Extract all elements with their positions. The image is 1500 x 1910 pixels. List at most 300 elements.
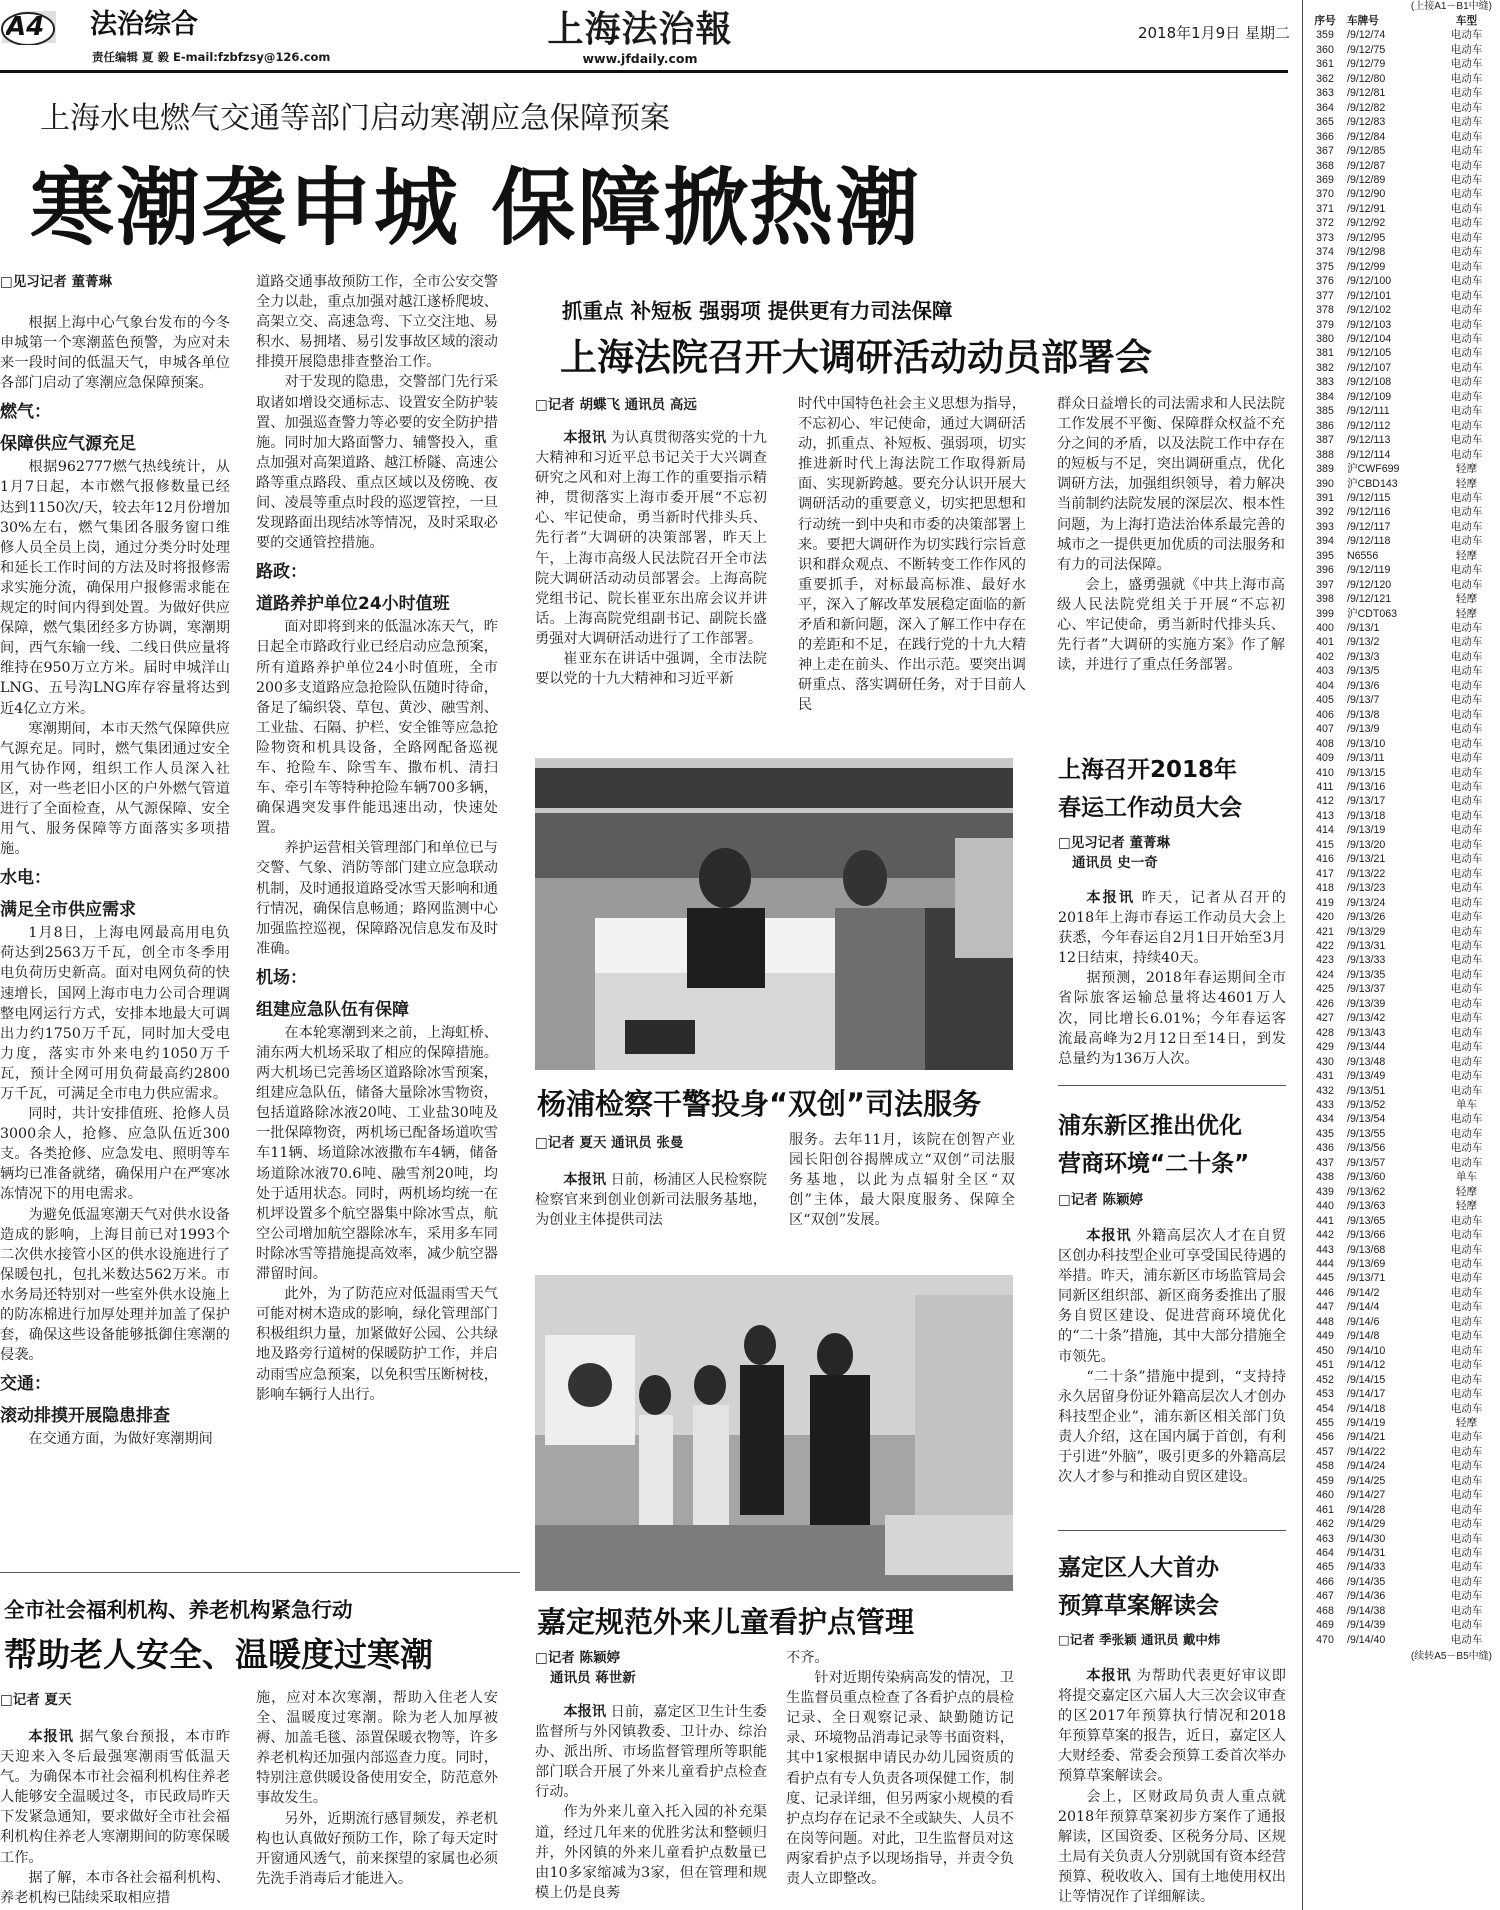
yangpu-column-2 (789, 1130, 1015, 1270)
roster-cell-index: 380 (1316, 332, 1334, 345)
roster-cell-plate: /9/13/31 (1347, 940, 1386, 952)
roster-cell-type: 电动车 (1450, 896, 1483, 909)
roster-cell-index: 361 (1316, 58, 1334, 71)
table-row (1303, 823, 1500, 837)
subheading: 组建应急队伍有保障 (256, 999, 409, 1020)
subheading: 滚动排摸开展隐患排查 (0, 1406, 170, 1427)
roster-cell-plate: /9/12/91 (1347, 202, 1386, 215)
roster-cell-index: 405 (1316, 694, 1334, 707)
roster-header-index: 序号 (1314, 15, 1336, 27)
table-row (1303, 1416, 1500, 1430)
roster-cell-index: 414 (1316, 824, 1334, 837)
paragraph: 会上，区财政局负责人重点就2018年预算草案初步方案作了通报解读，区国资委、区税务分局、区规土局有关负责人分别就国有资本经营预算、税收收入、国有土地使用权出让等情况作了详细解读。 (1058, 1788, 1286, 1906)
roster-cell-index: 452 (1316, 1373, 1334, 1386)
roster-cell-plate: /9/13/65 (1347, 1214, 1386, 1227)
roster-cell-type: 电动车 (1450, 636, 1483, 649)
roster-cell-index: 428 (1316, 1026, 1334, 1039)
table-row (1303, 852, 1500, 866)
table-row (1303, 1517, 1500, 1531)
table-row (1303, 766, 1500, 780)
roster-cell-plate: /9/13/48 (1347, 1055, 1386, 1068)
roster-cell-type: 电动车 (1450, 304, 1483, 317)
roster-cell-index: 455 (1316, 1416, 1334, 1429)
roster-cell-index: 370 (1316, 188, 1334, 201)
table-row (1303, 607, 1500, 621)
roster-cell-type: 电动车 (1450, 1460, 1483, 1473)
lead-column-2 (256, 272, 498, 1558)
table-row (1303, 1503, 1500, 1517)
roster-cell-index: 423 (1316, 954, 1334, 967)
spring-headline-2: 春运工作动员大会 (1058, 795, 1242, 821)
table-row (1303, 1170, 1500, 1184)
lead-kicker: 上海水电燃气交通等部门启动寒潮应急保障预案 (40, 101, 670, 136)
paragraph: 在本轮寒潮到来之前，上海虹桥、浦东两大机场采取了相应的保障措施。两大机场已完善场区道路除冰雪预案，组建应急队伍，储备大量除冰雪物资，包括道路除冰液20吨、工业盐30吨及一批保障物资，两机场已配备场道吹雪车11辆、场道除冰液撒布车4辆，储备场道除冰液70.6吨、融雪剂20吨，均处于适用状态。同时，两机场均统一在机坪设置多个航空器集中除冰雪点，航空公司增加航空器除冰车，采用多车同时除冰雪等措施提高效率，减少航空器滞留时间。 (256, 1024, 498, 1283)
roster-cell-plate: /9/12/90 (1347, 188, 1386, 201)
roster-cell-type: 电动车 (1450, 1489, 1483, 1502)
subheading: 路政： (256, 562, 307, 583)
table-row (1303, 1199, 1500, 1213)
table-row (1303, 1315, 1500, 1329)
paragraph: 此外，为了防范应对低温雨雪天气可能对树木造成的影响，绿化管理部门积极组织力量，加紧做好公园、公共绿地及路旁行道树的保暖防护工作，并启动雨雪应急预案，以免积雪压断树枝，影响车辆行人出行。 (256, 1286, 498, 1403)
table-row (1303, 968, 1500, 982)
roster-cell-type: 电动车 (1450, 1532, 1483, 1545)
subheading: 机场： (256, 967, 307, 988)
table-row (1303, 1214, 1500, 1228)
table-row (1303, 896, 1500, 910)
roster-cell-plate: /9/12/74 (1347, 29, 1386, 42)
roster-cell-plate: /9/13/37 (1347, 983, 1386, 996)
roster-cell-plate: /9/13/56 (1347, 1142, 1386, 1155)
roster-cell-plate: /9/12/108 (1347, 376, 1392, 389)
roster-cell-type: 电动车 (1450, 535, 1483, 548)
table-row (1303, 621, 1500, 635)
table-row (1303, 809, 1500, 823)
roster-cell-type: 电动车 (1450, 694, 1483, 707)
paragraph: 针对近期传染病高发的情况，卫生监督员重点检查了各看护点的晨检记录、全日观察记录、缺勤随访记录、环境物品消毒记录等书面资料，其中1家根据申请民办幼儿园资质的看护点有专人负责各项保健工作，制度、记录详细，但另两家小规模的看护点均存在记录不全或缺失、人员不在岗等问题。对此，卫生监督员对这两家看护点予以现场指导，并责令负责人立即整改。 (786, 1670, 1014, 1888)
table-row (1303, 1112, 1500, 1126)
roster-cell-type: 电动车 (1450, 1156, 1483, 1169)
roster-cell-type: 轻摩 (1455, 1200, 1478, 1213)
roster-cell-index: 461 (1316, 1503, 1334, 1516)
roster-cell-index: 420 (1316, 911, 1334, 924)
roster-cell-plate: /9/14/2 (1347, 1286, 1380, 1299)
lead-in: 本报讯 (1086, 1228, 1132, 1244)
paragraph: 本报讯 日前，嘉定区卫生计生委监督所与外冈镇教委、卫计办、综治办、派出所、市场监督管理所等职能部门联合开展了外来儿童看护点检查行动。 (535, 1704, 767, 1801)
table-row (1303, 1344, 1500, 1358)
roster-cell-index: 399 (1316, 607, 1334, 620)
table-row (1303, 982, 1500, 996)
table-row (1303, 144, 1500, 158)
roster-cell-type: 电动车 (1450, 260, 1483, 273)
roster-cell-type: 电动车 (1450, 1547, 1483, 1560)
table-row (1303, 1040, 1500, 1054)
roster-cell-plate: /9/12/118 (1347, 535, 1391, 548)
roster-cell-type: 电动车 (1450, 737, 1483, 750)
jiading-kids-headline: 嘉定规范外来儿童看护点管理 (537, 1605, 915, 1639)
roster-cell-type: 电动车 (1450, 1359, 1483, 1372)
roster-cell-type: 电动车 (1450, 217, 1483, 230)
budget-headline-2: 预算草案解读会 (1058, 1593, 1219, 1619)
roster-cell-plate: /9/14/27 (1347, 1489, 1386, 1502)
roster-cell-type: 电动车 (1450, 43, 1483, 56)
table-row (1303, 1589, 1500, 1603)
roster-cell-index: 386 (1316, 419, 1334, 432)
roster-cell-index: 397 (1316, 578, 1334, 591)
roster-cell-index: 426 (1316, 997, 1334, 1010)
roster-cell-type: 电动车 (1450, 925, 1483, 938)
website: www.jfdaily.com (582, 51, 698, 66)
table-row (1303, 491, 1500, 505)
table-row (1303, 1084, 1500, 1098)
photo-image (535, 1275, 1013, 1591)
table-row (1303, 159, 1500, 173)
roster-cell-plate: /9/13/21 (1347, 853, 1386, 866)
subheading: 燃气： (0, 402, 51, 423)
roster-cell-index: 359 (1316, 29, 1334, 42)
table-row (1303, 679, 1500, 693)
roster-cell-type: 电动车 (1450, 361, 1483, 374)
paragraph: 道路交通事故预防工作，全市公安交警全力以赴，重点加强对越江遂桥爬坡、高架立交、高速急弯、下立交注地、易积水、易拥堵、易引发事故区域的滚动排摸开展隐患排查整治工作。 (256, 274, 498, 371)
roster-cell-plate: /9/13/39 (1347, 997, 1386, 1010)
roster-cell-index: 404 (1316, 679, 1334, 692)
roster-cell-plate: /9/12/81 (1347, 87, 1386, 100)
roster-cell-type: 电动车 (1450, 1388, 1483, 1401)
roster-cell-index: 396 (1316, 564, 1334, 577)
table-row (1303, 910, 1500, 924)
roster-cell-index: 429 (1316, 1041, 1334, 1054)
roster-cell-index: 442 (1316, 1229, 1334, 1242)
yangpu-headline: 杨浦检察干警投身“双创”司法服务 (537, 1087, 982, 1121)
table-row (1303, 361, 1500, 375)
roster-cell-index: 419 (1316, 896, 1334, 909)
roster-cell-plate: /9/13/20 (1347, 838, 1386, 851)
roster-cell-plate: /9/13/5 (1347, 665, 1380, 678)
roster-cell-type: 电动车 (1450, 1301, 1483, 1314)
roster-cell-index: 412 (1316, 795, 1334, 808)
roster-cell-index: 448 (1316, 1315, 1334, 1328)
roster-panel (1302, 0, 1500, 1910)
roster-cell-index: 360 (1316, 43, 1334, 56)
roster-cell-type: 电动车 (1450, 1257, 1483, 1270)
roster-cell-index: 421 (1316, 925, 1334, 938)
roster-cell-plate: /9/13/63 (1347, 1200, 1386, 1213)
roster-cell-plate: /9/13/24 (1347, 896, 1386, 909)
roster-cell-index: 422 (1316, 940, 1334, 952)
roster-cell-plate: /9/14/4 (1347, 1301, 1380, 1314)
roster-cell-plate: /9/14/39 (1347, 1619, 1386, 1632)
roster-cell-plate: /9/13/52 (1347, 1098, 1386, 1111)
roster-cell-index: 466 (1316, 1575, 1334, 1588)
roster-cell-plate: /9/13/60 (1347, 1171, 1386, 1184)
subheading: 道路养护单位24小时值班 (256, 594, 450, 615)
roster-cell-plate: /9/14/22 (1347, 1445, 1386, 1458)
paragraph: “二十条”措施中提到，“支持持永久居留身份证外籍高层次人才创办科技型企业”，浦东新区相关部门负责人介绍，这在国内属于首创，有利于引进“外脑”，吸引更多的外籍高层次人才参与和推动自贸区建设。 (1058, 1368, 1286, 1486)
roster-cell-plate: /9/12/100 (1347, 275, 1392, 288)
roster-cell-index: 401 (1316, 636, 1334, 649)
roster-cell-index: 443 (1316, 1243, 1334, 1256)
roster-cell-type: 电动车 (1450, 145, 1483, 158)
roster-cell-plate: /9/14/19 (1347, 1416, 1386, 1429)
roster-cell-index: 439 (1316, 1185, 1334, 1198)
roster-cell-index: 437 (1316, 1156, 1334, 1169)
roster-cell-plate: /9/12/95 (1347, 231, 1386, 244)
roster-cell-plate: /9/14/17 (1347, 1388, 1386, 1401)
roster-cell-plate: /9/12/103 (1347, 318, 1392, 331)
table-row (1303, 72, 1500, 86)
roster-cell-index: 368 (1316, 159, 1334, 172)
photo-procurator-service (535, 758, 1013, 1070)
roster-cell-plate: /9/12/105 (1347, 347, 1392, 360)
roster-cell-index: 445 (1316, 1272, 1334, 1285)
roster-cell-type: 轻摩 (1455, 1185, 1478, 1198)
paragraph: 据预测，2018年春运期间全市省际旅客运输总量将达4601万人次，同比增长6.01%；今年春运客流最高峰为2月12日至14日，到发总量约为136万人次。 (1058, 970, 1286, 1067)
pudong-headline-2: 营商环境“二十条” (1058, 1151, 1250, 1177)
roster-cell-plate: /9/12/119 (1347, 564, 1391, 577)
table-row (1303, 1575, 1500, 1589)
roster-cell-type: 电动车 (1450, 650, 1483, 663)
roster-cell-plate: /9/12/83 (1347, 116, 1386, 129)
header-rule (0, 70, 1288, 73)
roster-cell-plate: /9/13/68 (1347, 1243, 1386, 1256)
table-row (1303, 318, 1500, 332)
elderly-kicker: 全市社会福利机构、养老机构紧急行动 (4, 1598, 353, 1622)
paragraph: 在交通方面，为做好寒潮期间 (28, 1431, 213, 1448)
roster-cell-index: 456 (1316, 1431, 1334, 1444)
pudong-body (1058, 1226, 1286, 1526)
table-row (1303, 187, 1500, 201)
roster-cell-type: 单车 (1455, 1098, 1478, 1111)
roster-cell-plate: /9/13/1 (1347, 622, 1380, 635)
roster-cell-plate: /9/12/87 (1347, 159, 1386, 172)
table-row (1303, 375, 1500, 389)
roster-cell-type: 电动车 (1450, 275, 1483, 288)
roster-note-top: (上接A1－B1中缝) (1410, 1, 1492, 12)
roster-cell-plate: /9/12/102 (1347, 304, 1392, 317)
roster-cell-plate: /9/12/113 (1347, 434, 1391, 447)
table-row (1303, 173, 1500, 187)
roster-cell-plate: /9/14/35 (1347, 1575, 1386, 1588)
roster-cell-index: 430 (1316, 1055, 1334, 1068)
roster-cell-index: 375 (1316, 260, 1334, 273)
table-row (1303, 867, 1500, 881)
roster-cell-index: 457 (1316, 1445, 1334, 1458)
table-row (1303, 953, 1500, 967)
separator-pudong (1058, 1085, 1286, 1086)
table-row (1303, 260, 1500, 274)
roster-cell-type: 电动车 (1450, 130, 1483, 143)
photo-childcare-inspection (535, 1275, 1013, 1591)
roster-cell-index: 379 (1316, 318, 1334, 331)
table-row (1303, 1633, 1500, 1647)
roster-cell-index: 417 (1316, 867, 1334, 880)
roster-cell-index: 415 (1316, 838, 1334, 851)
paragraph: 不齐。 (786, 1650, 829, 1666)
roster-cell-index: 449 (1316, 1330, 1334, 1343)
table-row (1303, 433, 1500, 447)
roster-cell-plate: /9/14/15 (1347, 1373, 1386, 1386)
table-row (1303, 1069, 1500, 1083)
roster-cell-index: 453 (1316, 1388, 1334, 1401)
roster-cell-type: 电动车 (1450, 1503, 1483, 1516)
roster-cell-index: 398 (1316, 593, 1334, 606)
table-row (1303, 838, 1500, 852)
roster-cell-plate: /9/13/17 (1347, 795, 1386, 808)
roster-cell-plate: /9/13/62 (1347, 1185, 1386, 1198)
table-row (1303, 780, 1500, 794)
roster-cell-index: 459 (1316, 1474, 1334, 1487)
roster-cell-type: 电动车 (1450, 1402, 1483, 1415)
roster-cell-type: 电动车 (1450, 1243, 1483, 1256)
roster-cell-index: 467 (1316, 1590, 1334, 1603)
roster-cell-plate: /9/13/9 (1347, 723, 1380, 736)
court-column-3 (1057, 394, 1285, 728)
roster-cell-plate: /9/14/33 (1347, 1561, 1386, 1574)
roster-cell-index: 363 (1316, 87, 1334, 100)
spring-byline-2: 通讯员 史一奇 (1072, 855, 1158, 871)
table-row (1303, 1286, 1500, 1300)
roster-cell-index: 462 (1316, 1518, 1334, 1531)
roster-cell-plate: /9/14/6 (1347, 1315, 1380, 1328)
elderly-byline: □记者 夏天 (0, 1692, 72, 1708)
roster-cell-plate: /9/13/42 (1347, 1012, 1386, 1025)
roster-cell-index: 383 (1316, 376, 1334, 389)
roster-cell-type: 电动车 (1450, 58, 1483, 71)
roster-cell-plate: /9/13/44 (1347, 1041, 1386, 1054)
roster-cell-type: 电动车 (1450, 289, 1483, 302)
masthead: 上海法治報 (547, 8, 733, 50)
paragraph: 本报讯 昨天，记者从召开的2018年上海市春运工作动员大会上获悉，今年春运自2月1日开始至3月12日结束，持续40天。 (1058, 890, 1286, 967)
roster-cell-type: 电动车 (1450, 231, 1483, 244)
roster-header-type: 车型 (1455, 15, 1478, 27)
table-row (1303, 231, 1500, 245)
roster-cell-type: 电动车 (1450, 188, 1483, 201)
table-row (1303, 650, 1500, 664)
spring-headline-1: 上海召开2018年 (1058, 757, 1238, 783)
table-row (1303, 1618, 1500, 1632)
paragraph: 根据上海中心气象台发布的今冬申城第一个寒潮蓝色预警，为应对未来一段时间的低温天气，申城各单位各部门启动了寒潮应急保障预案。 (0, 315, 230, 392)
roster-cell-index: 362 (1316, 72, 1334, 85)
section-title: 法治综合 (90, 9, 198, 40)
roster-cell-index: 407 (1316, 723, 1334, 736)
roster-cell-type: 电动车 (1450, 795, 1483, 808)
paragraph: 群众日益增长的司法需求和人民法院工作发展不平衡、保障群众权益不充分之间的矛盾，以及法院工作中存在的短板与不足，突出调研重点，优化调研方法，加强组织领导，着力解决当前制约法院发展的深层次、根本性问题，为上海打造法治体系最完善的城市之一提供更加优质的司法服务和有力的司法保障。 (1057, 396, 1285, 573)
table-row (1303, 477, 1500, 491)
table-row (1303, 1474, 1500, 1488)
table-row (1303, 1257, 1500, 1271)
roster-cell-type: 电动车 (1450, 1286, 1483, 1299)
roster-cell-index: 436 (1316, 1142, 1334, 1155)
table-row (1303, 1098, 1500, 1112)
roster-cell-index: 388 (1316, 448, 1334, 461)
table-row (1303, 737, 1500, 751)
roster-cell-type: 电动车 (1450, 376, 1483, 389)
table-row (1303, 245, 1500, 259)
roster-cell-plate: /9/13/29 (1347, 925, 1386, 938)
roster-cell-plate: /9/14/29 (1347, 1518, 1386, 1531)
table-row (1303, 722, 1500, 736)
roster-cell-index: 468 (1316, 1604, 1334, 1617)
roster-cell-type: 电动车 (1450, 1431, 1483, 1444)
table-row (1303, 1459, 1500, 1473)
table-row (1303, 1358, 1500, 1372)
roster-cell-plate: /9/12/79 (1347, 58, 1386, 71)
roster-cell-plate: /9/14/12 (1347, 1359, 1386, 1372)
roster-cell-type: 电动车 (1450, 1026, 1483, 1039)
roster-cell-index: 385 (1316, 405, 1334, 418)
roster-cell-plate: 沪CBD143 (1347, 477, 1398, 490)
table-row (1303, 303, 1500, 317)
paragraph: 本报讯 为认真贯彻落实党的十九大精神和习近平总书记关于大兴调查研究之风和对上海工作的重要指示精神，贯彻落实上海市委开展“不忘初心、牢记使命，勇当新时代排头兵、先行者”大调研的决策部署，昨天上午，上海市高级人民法院召开全市法院大调研活动动员部署会。上海高院党组书记、院长崔亚东出席会议并讲话。上海高院党组副书记、副院长盛勇强对大调研活动进行了工作部署。 (535, 430, 767, 647)
lead-headline: 寒潮袭申城 保障掀热潮 (30, 159, 922, 257)
separator-elderly (0, 1572, 520, 1573)
budget-body (1058, 1666, 1286, 1906)
subheading: 水电： (0, 868, 51, 889)
roster-cell-type: 电动车 (1450, 116, 1483, 129)
roster-cell-plate: /9/12/114 (1347, 448, 1391, 461)
table-row (1303, 130, 1500, 144)
lead-in: 本报讯 (563, 1172, 607, 1188)
roster-cell-plate: /9/12/104 (1347, 332, 1392, 345)
yangpu-column-1 (535, 1170, 767, 1270)
roster-cell-index: 413 (1316, 809, 1334, 822)
roster-cell-plate: /9/12/115 (1347, 491, 1391, 504)
roster-cell-type: 电动车 (1450, 101, 1483, 114)
roster-cell-index: 394 (1316, 535, 1334, 548)
court-column-1 (535, 428, 767, 728)
roster-cell-type: 电动车 (1450, 1561, 1483, 1574)
elderly-column-1 (0, 1727, 230, 1907)
roster-cell-type: 电动车 (1450, 1214, 1483, 1227)
roster-cell-type: 电动车 (1450, 318, 1483, 331)
roster-cell-index: 441 (1316, 1214, 1334, 1227)
roster-cell-index: 434 (1316, 1113, 1334, 1126)
roster-cell-index: 450 (1316, 1344, 1334, 1357)
roster-cell-index: 382 (1316, 361, 1334, 374)
roster-cell-type: 电动车 (1450, 347, 1483, 360)
table-row (1303, 664, 1500, 678)
elderly-headline: 帮助老人安全、温暖度过寒潮 (4, 1635, 433, 1674)
table-row (1303, 534, 1500, 548)
roster-cell-index: 433 (1316, 1098, 1334, 1111)
roster-cell-plate: /9/14/8 (1347, 1330, 1380, 1343)
paragraph: 会上，盛勇强就《中共上海市高级人民法院党组关于开展“不忘初心、牢记使命，勇当新时代排头兵、先行者”大调研的实施方案》作了解读，并进行了重点任务部署。 (1057, 576, 1285, 674)
paragraph: 寒潮期间，本市天然气保障供应气源充足。同时，燃气集团通过安全用气协作网，组织工作人员深入社区，对一些老旧小区的户外燃气管道进行了全面检查，从气源保障、安全用气、服务保障等方面落实多项措施。 (0, 720, 230, 858)
paragraph: 作为外来儿童入托入园的补充渠道，经过几年来的优胜劣汰和整顿归并，外冈镇的外来儿童看护点数量已由10多家缩减为3家，但在管理和规模上仍是良莠 (535, 1804, 767, 1901)
table-row (1303, 1488, 1500, 1502)
table-row (1303, 1011, 1500, 1025)
paragraph: 同时，共计安排值班、抢修人员3000余人，抢修、应急队伍近300支。各类抢修、应急发电、照明等车辆均已准备就绪，确保用户在严寒冰冻情况下的用电需求。 (0, 1106, 230, 1203)
roster-cell-index: 366 (1316, 130, 1334, 143)
roster-cell-index: 400 (1316, 622, 1334, 635)
roster-cell-index: 416 (1316, 853, 1334, 866)
table-row (1303, 505, 1500, 519)
roster-cell-index: 408 (1316, 737, 1334, 750)
roster-cell-index: 393 (1316, 520, 1334, 533)
paragraph: 本报讯 日前，杨浦区人民检察院检察官来到创业创新司法服务基地，为创业主体提供司法 (535, 1172, 767, 1229)
roster-cell-type: 电动车 (1450, 1127, 1483, 1140)
roster-cell-index: 418 (1316, 882, 1334, 895)
table-row (1303, 448, 1500, 462)
roster-cell-type: 电动车 (1450, 1344, 1483, 1357)
paragraph: 时代中国特色社会主义思想为指导，不忘初心、牢记使命，通过大调研活动，抓重点、补短板、强弱项，切实推进新时代上海法院工作取得新局面、实现新跨越。要充分认识开展大调研活动的重要意义，切实把思想和行动统一到中央和市委的决策部署上来。要把大调研作为切实践行宗旨意识和群众观点、不断转变工作作风的重要抓手，对标最高标准、最好水平，深入了解改革发展稳定面临的新矛盾和新问题，深入了解工作中存在的差距和不足，在践行党的十九大精神上走在前头、作出示范。要突出调研重点、落实调研任务，对于目前人民 (798, 396, 1026, 714)
roster-cell-index: 365 (1316, 116, 1334, 129)
roster-cell-plate: /9/13/49 (1347, 1070, 1386, 1083)
roster-cell-type: 电动车 (1450, 1055, 1483, 1068)
roster-cell-plate: /9/13/7 (1347, 694, 1380, 707)
budget-headline-1: 嘉定区人大首办 (1058, 1555, 1219, 1581)
roster-cell-plate: /9/12/112 (1347, 419, 1391, 432)
roster-cell-plate: /9/14/10 (1347, 1344, 1386, 1357)
